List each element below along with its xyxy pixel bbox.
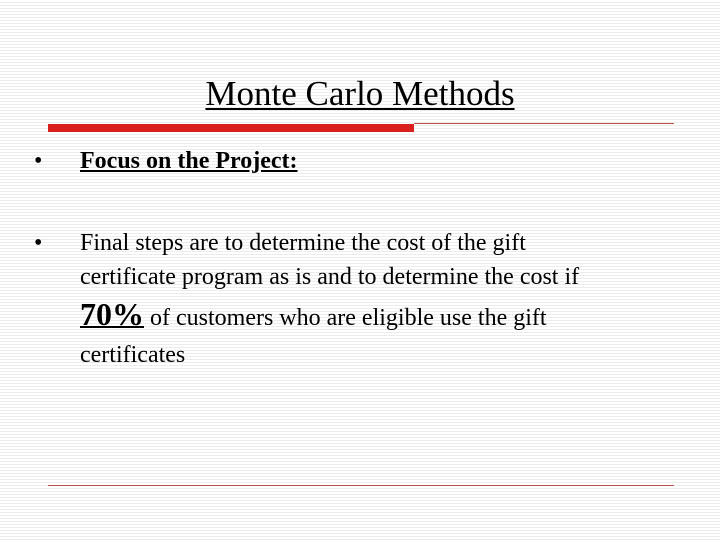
bullet2-line3-rest: of customers who are eligible use the gift (150, 305, 547, 331)
bullet-marker-2: • (34, 230, 43, 256)
bullet-text-final-steps (80, 226, 690, 372)
bullet2-line3 (80, 294, 690, 338)
title-accent-bar (48, 124, 414, 132)
focus-heading: Focus on the Project: (80, 148, 298, 174)
bullet2-line2: certificate program as is and to determine the cost if (80, 264, 580, 290)
bullet-marker-1: • (34, 148, 43, 174)
footer-divider-line (48, 485, 674, 486)
bullet2-line1: Final steps are to determine the cost of the gift (80, 230, 526, 256)
title-divider-line (414, 123, 674, 124)
bullet-text-focus (80, 144, 690, 178)
slide-title: Monte Carlo Methods (205, 74, 515, 113)
bullet2-line4: certificates (80, 342, 186, 368)
percentage-highlight: 70% (80, 296, 144, 332)
